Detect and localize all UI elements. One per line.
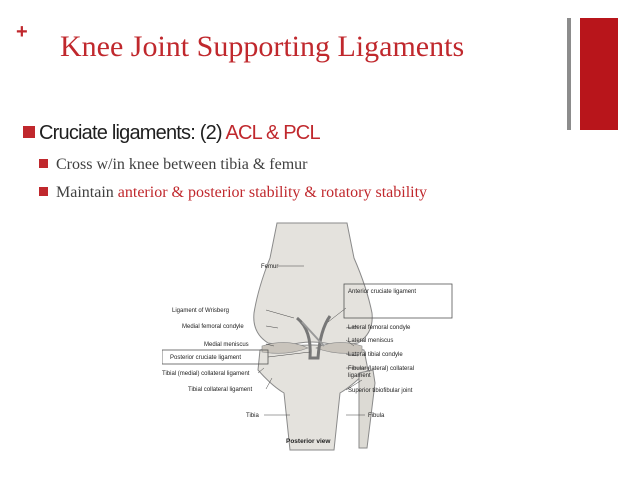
sidebar-accent-bar [580, 18, 618, 130]
label-tibia: Tibia [246, 413, 259, 419]
label-medial-meniscus: Medial meniscus [204, 342, 249, 348]
label-tibial-medial-collateral: Tibial (medial) collateral ligament [162, 371, 250, 377]
bullet-sub-2 [39, 182, 427, 204]
bullet-square-icon [39, 187, 48, 196]
label-ligament-of-wrisberg: Ligament of Wrisberg [172, 308, 229, 314]
plus-icon: + [16, 21, 28, 43]
bullet-sub-1-text: Cross w/in knee between tibia & femur [56, 156, 308, 173]
label-fibula: Fibula [368, 413, 385, 419]
label-lateral-tibial-condyle: Lateral tibial condyle [348, 352, 403, 358]
slide-title: Knee Joint Supporting Ligaments [60, 30, 465, 63]
figure-caption: Posterior view [286, 438, 331, 445]
bullet-main-text: Cruciate ligaments: (2) [39, 122, 226, 144]
label-femur: Femur [261, 264, 279, 270]
label-fibular-collateral-2: ligament [348, 373, 371, 379]
bullet-sub-1 [39, 154, 308, 176]
label-tibial-collateral: Tibial collateral ligament [188, 387, 253, 393]
bullet-square-icon [39, 159, 48, 168]
label-superior-tibiofibular-joint: Superior tibiofibular joint [348, 388, 413, 394]
label-lateral-meniscus: Lateral meniscus [348, 338, 394, 344]
sidebar-divider [567, 18, 571, 130]
label-medial-femoral-condyle: Medial femoral condyle [182, 324, 244, 330]
bullet-main [23, 119, 320, 147]
label-posterior-cruciate-ligament: Posterior cruciate ligament [170, 355, 242, 361]
label-fibular-collateral-1: Fibular (lateral) collateral [348, 366, 415, 372]
label-lateral-femoral-condyle: Lateral femoral condyle [348, 325, 411, 331]
label-anterior-cruciate-ligament: Anterior cruciate ligament [348, 289, 417, 295]
bullet-sub-2-highlight: anterior & posterior stability & rotatory stability [117, 184, 428, 201]
bullet-sub-2-prefix: Maintain [56, 184, 118, 201]
bullet-main-highlight: ACL & PCL [225, 122, 320, 144]
knee-bones-illustration [254, 223, 375, 450]
bullet-square-icon [23, 126, 35, 138]
knee-diagram [162, 218, 462, 468]
